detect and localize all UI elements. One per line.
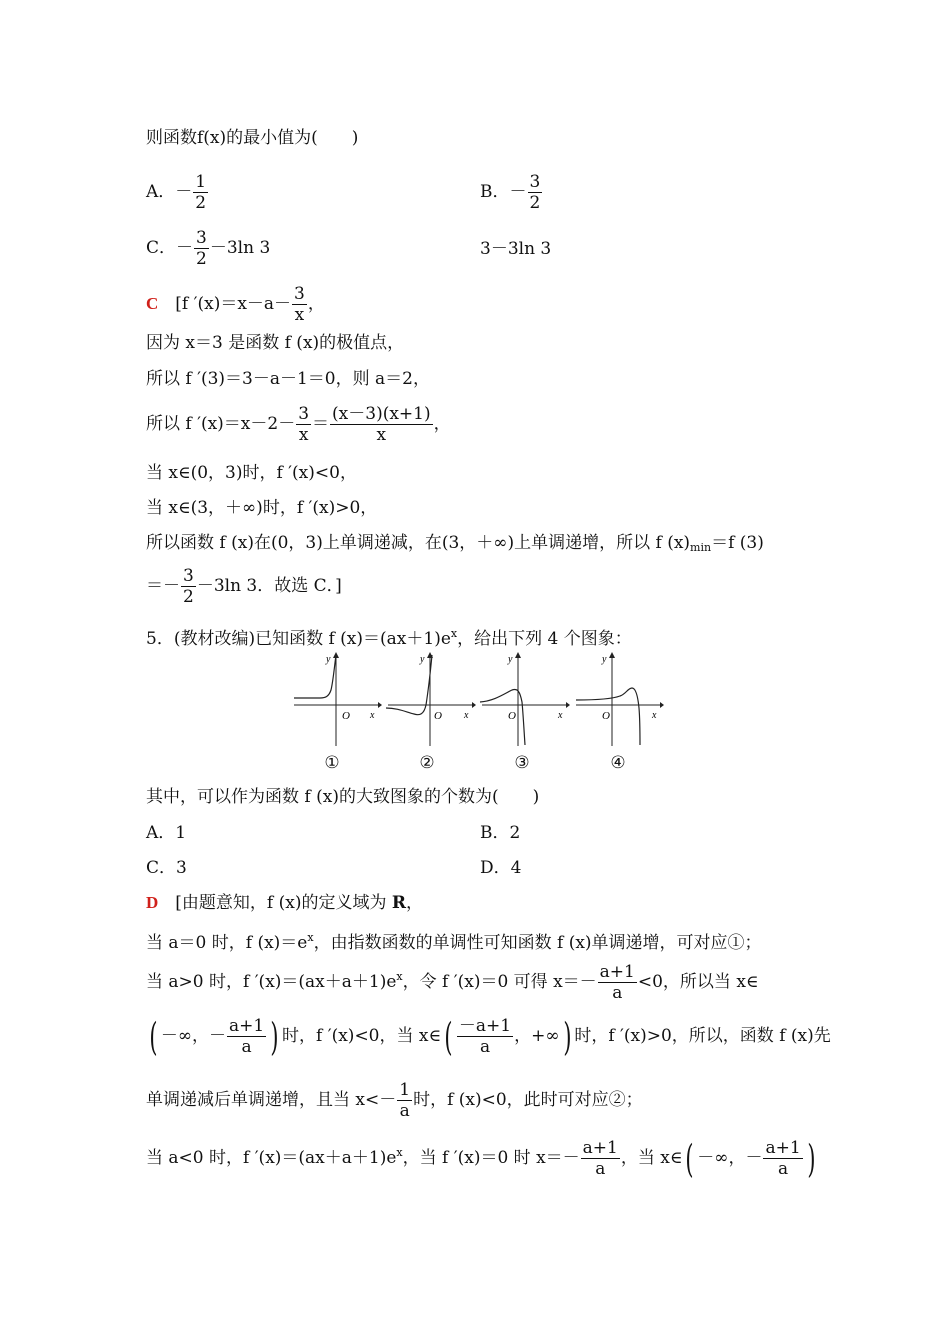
q4-option-c: C．－ $\frac{3}{2}$ －3ln 3 [146,228,271,269]
caption-4: ④ [610,753,626,773]
q4-option-d: 3－3ln 3 [480,239,552,259]
fraction: $\frac{3}{2}$ [196,228,207,269]
q5-option-d: D．4 [480,858,522,878]
fraction: $\frac{a+1}{a}$ [582,1138,618,1179]
sol4-line-7: 所以函数 f (x)在(0，3)上单调递减，在(3，＋∞)上单调递增，所以 f $(x)_{min}=f$ (3) [146,533,764,554]
q5-option-c: C．3 [146,858,187,878]
answer-label: D [146,893,159,912]
fraction: $\frac{3}{x}$ [294,284,305,325]
fraction: $\frac{a+1}{a}$ [765,1138,801,1179]
q4-option-b: B．－ $\frac{3}{2}$ [480,172,541,213]
svg-text:O: O [342,710,350,722]
graph-1 [290,650,382,750]
svg-text:y: y [420,654,425,665]
sol4-line-4: 所以 f ′(x)＝x－2－ $\frac{3}{x}$ ＝ $\frac{(x-3)(x+1)}{x}$ ， [146,404,451,445]
graph-2 [384,650,476,750]
fraction: $\frac{3}{x}$ [298,404,310,445]
q4-stem: 则函数f(x)的最小值为( ) [146,128,359,148]
caption-2: ② [419,753,435,773]
graph-3 [478,650,570,750]
svg-text:O: O [508,710,516,722]
q5-option-b: B．2 [480,823,521,843]
fraction: $\frac{a+1}{a}$ [229,1016,265,1057]
sol4-line-5: 当 x∈(0，3)时，f ′(x)<0， [146,463,357,483]
sol4-line-6: 当 x∈(3，＋∞)时，f ′(x)>0， [146,498,378,518]
graph-4 [572,650,664,750]
fraction: $\frac{-a+1}{a}$ [458,1016,512,1057]
sol5-line-4: ( －∞，－ $\frac{a+1}{a}$ ) 时，f ′(x)<0，当 x∈( $\frac{-a+1}{a}$ ，+∞) 时，f ′(x)>0，所以，函数 f (x)先 [149,1014,831,1059]
sol5-line-1: D [由题意知，f (x)的定义域为 R， [146,893,424,913]
svg-text:x: x [558,710,563,721]
fraction: $\frac{3}{2}$ [183,566,194,607]
sol5-line-6: 当 a<0 时，f $'(x)=(ax+a+1)e^x$，当 f ′(x)＝0 时 x＝－ $\frac{a+1}{a}$ ，当 x∈( －∞，－ $\frac{a+1}{a}$ ) [146,1136,816,1181]
fraction: $\frac{1}{a}$ [399,1080,411,1121]
caption-1: ① [324,753,340,773]
sol5-line-2: 当 a＝0 时，f $(x)=e^x$，由指数函数的单调性可知函数 f (x)单调递增，可对应①； [146,931,762,953]
q5-stem: 5．(教材改编)已知函数 f $(x)=(ax+1)e^x$，给出下列 4 个图象： [146,627,632,649]
function-graphs [290,650,670,780]
svg-text:O: O [434,710,442,722]
svg-text:y: y [326,654,331,665]
answer-label: C [146,294,159,313]
fraction: $\frac{3}{2}$ [529,172,541,213]
sol4-line-8: ＝－ $\frac{3}{2}$ －3ln 3．故选 C．] [146,566,342,607]
caption-3: ③ [514,753,530,773]
fraction: $\frac{1}{2}$ [195,172,207,213]
q4-option-a: A．－ $\frac{1}{2}$ [146,172,207,213]
svg-text:y: y [602,654,607,665]
svg-text:y: y [508,654,513,665]
sol4-line-1: C [f ′(x)＝x－a－ $\frac{3}{x}$ ， [146,284,325,325]
q5-option-a: A．1 [146,823,187,843]
fraction: $\frac{(x-3)(x+1)}{x}$ [332,404,431,445]
sol4-line-2: 因为 x＝3 是函数 f (x)的极值点， [146,333,405,353]
q5-question: 其中，可以作为函数 f (x)的大致图象的个数为( ) [146,787,540,807]
svg-text:O: O [602,710,610,722]
svg-text:x: x [464,710,469,721]
sol4-line-3: 所以 f ′(3)＝3－a－1＝0，则 a＝2， [146,369,430,389]
sol5-line-3: 当 a>0 时，f $'(x)=(ax+a+1)e^x$，令 f ′(x)＝0 可得 x＝－ $\frac{a+1}{a}$ <0，所以当 x∈ [146,962,759,1003]
fraction: $\frac{a+1}{a}$ [599,962,635,1003]
svg-text:x: x [652,710,657,721]
svg-text:x: x [370,710,375,721]
sol5-line-5: 单调递减后单调递增，且当 x<－ $\frac{1}{a}$ 时，f (x)<0，此时可对应②； [146,1080,643,1121]
